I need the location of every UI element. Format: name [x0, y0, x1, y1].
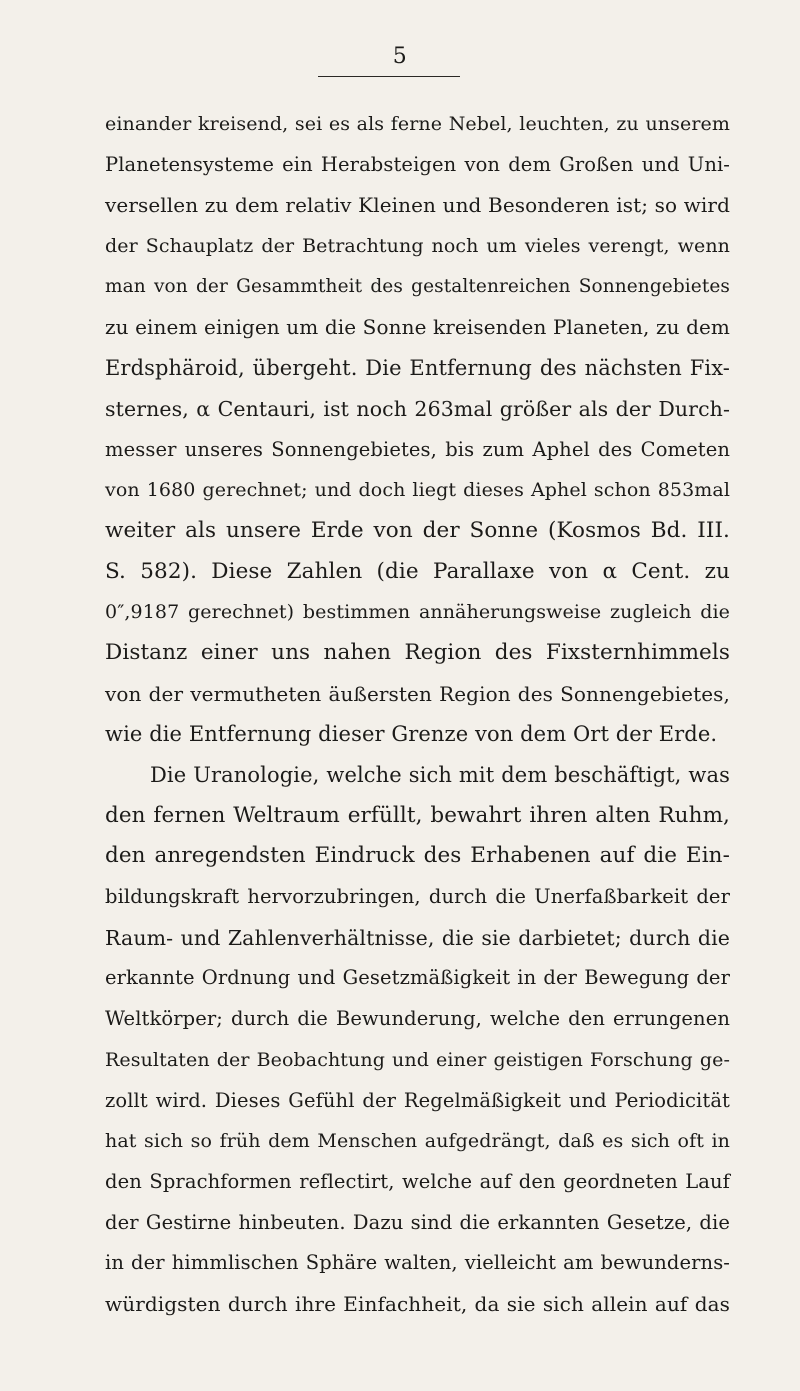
- text-line: erkannte Ordnung und Gesetzmäßigkeit in der Bewegung der: [105, 966, 730, 990]
- text-line: von der vermutheten äußersten Region des Sonnengebietes,: [105, 681, 730, 706]
- text-line: man von der Gesammtheit des gestaltenreichen Sonnengebietes: [105, 275, 730, 297]
- text-line: den fernen Weltraum erfüllt, bewahrt ihren alten Ruhm,: [105, 802, 730, 828]
- text-line: sternes, α Centauri, ist noch 263mal größer als der Durch-: [105, 396, 730, 421]
- text-line: einander kreisend, sei es als ferne Nebel, leuchten, zu unserem: [105, 113, 730, 135]
- text-line: den Sprachformen reflectirt, welche auf den geordneten Lauf: [105, 1169, 730, 1193]
- header-rule: [318, 76, 460, 77]
- text-line: versellen zu dem relativ Kleinen und Besonderen ist; so wird: [105, 193, 730, 218]
- text-line: Die Uranologie, welche sich mit dem beschäftigt, was: [150, 763, 730, 787]
- text-line: der Gestirne hinbeuten. Dazu sind die erkannten Gesetze, die: [105, 1210, 730, 1234]
- text-line: messer unseres Sonnengebietes, bis zum Aphel des Cometen: [105, 437, 730, 461]
- text-line: hat sich so früh dem Menschen aufgedrängt, daß es sich oft in: [105, 1130, 730, 1153]
- text-line: zu einem einigen um die Sonne kreisenden Planeten, zu dem: [105, 315, 730, 340]
- text-line: Weltkörper; durch die Bewunderung, welche den errungenen: [105, 1007, 730, 1031]
- text-line: Raum- und Zahlenverhältnisse, die sie darbietet; durch die: [105, 925, 730, 950]
- text-line: Erdsphäroid, übergeht. Die Entfernung des nächsten Fix-: [105, 356, 730, 381]
- body-text: [105, 104, 730, 1325]
- text-line: der Schauplatz der Betrachtung noch um vieles verengt, wenn: [105, 235, 730, 258]
- text-line: Distanz einer uns nahen Region des Fixsternhimmels: [105, 639, 730, 665]
- text-line: Planetensysteme ein Herabsteigen von dem Großen und Uni-: [105, 152, 730, 176]
- paragraph-1: [105, 104, 730, 755]
- paragraph-2: [105, 755, 730, 1325]
- text-line: würdigsten durch ihre Einfachheit, da sie sich allein auf das: [105, 1291, 730, 1316]
- text-line: wie die Entfernung dieser Grenze von dem Ort der Erde.: [105, 722, 718, 747]
- text-line: bildungskraft hervorzubringen, durch die Unerfaßbarkeit der: [105, 885, 730, 909]
- text-line: 0″,9187 gerechnet) bestimmen annäherungsweise zugleich die: [105, 601, 730, 624]
- text-line: weiter als unsere Erde von der Sonne (Kosmos Bd. III.: [105, 517, 730, 543]
- page-number: 5: [392, 44, 408, 69]
- text-line: den anregendsten Eindruck des Erhabenen auf die Ein-: [105, 843, 730, 869]
- text-line: S. 582). Diese Zahlen (die Parallaxe von α Cent. zu: [105, 558, 730, 584]
- text-line: in der himmlischen Sphäre walten, vielleicht am bewunderns-: [105, 1251, 730, 1275]
- text-line: zollt wird. Dieses Gefühl der Regelmäßigkeit und Periodicität: [105, 1088, 730, 1112]
- text-line: von 1680 gerechnet; und doch liegt dieses Aphel schon 853mal: [105, 479, 730, 502]
- text-line: Resultaten der Beobachtung und einer geistigen Forschung ge-: [105, 1048, 730, 1071]
